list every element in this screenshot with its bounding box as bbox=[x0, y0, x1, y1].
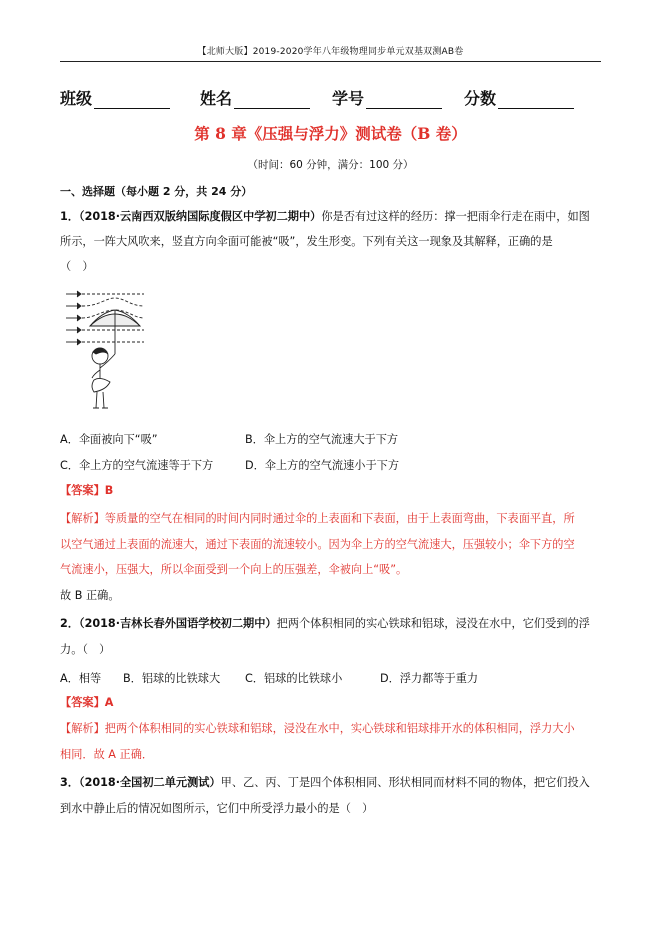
q1-analysis-3: 气流速小，压强大，所以伞面受到一个向上的压强差，伞被向上“吸”。 bbox=[60, 563, 408, 576]
q1-conclusion: 故 B 正确。 bbox=[60, 589, 120, 602]
q3-number: 3． bbox=[60, 776, 79, 789]
q2-number: 2． bbox=[60, 617, 79, 630]
q1-text-1: 你是否有过这样的经历：撑一把雨伞行走在雨中，如图 bbox=[321, 210, 590, 223]
q1-option-b[interactable]: B．伞上方的空气流速大于下方 bbox=[245, 433, 399, 446]
name-field[interactable] bbox=[200, 86, 310, 109]
q2-option-b[interactable]: B．铝球的比铁球大 bbox=[123, 672, 221, 685]
q2-line1 bbox=[60, 611, 605, 636]
q1-option-c[interactable]: C．伞上方的空气流速等于下方 bbox=[60, 459, 214, 472]
q2-option-a[interactable]: A．相等 bbox=[60, 672, 102, 685]
q2-analysis-2: 相同．故 A 正确． bbox=[60, 748, 154, 761]
q2-text-1: 把两个体积相同的实心铁球和铝球，浸没在水中，它们受到的浮 bbox=[276, 617, 590, 630]
q1-option-a[interactable]: A．伞面被向下“吸” bbox=[60, 433, 158, 446]
q1-analysis-1: 【解析】等质量的空气在相同的时间内同时通过伞的上表面和下表面，由于上表面弯曲，下表面平直，所 bbox=[60, 512, 575, 525]
q1-analysis-2: 以空气通过上表面的流速大，通过下表面的流速较小。因为伞上方的空气流速大，压强较小；伞下方的空 bbox=[60, 538, 575, 551]
page-title: 第 8 章《压强与浮力》测试卷（B 卷） bbox=[194, 124, 467, 143]
q3-line2: 到水中静止后的情况如图所示，它们中所受浮力最小的是（ ） bbox=[60, 802, 374, 815]
exam-time-info: （时间：60 分钟，满分：100 分） bbox=[247, 159, 414, 171]
student-id-field[interactable] bbox=[332, 86, 442, 109]
score-label: 分数 bbox=[464, 89, 497, 108]
umbrella-wind-figure bbox=[60, 288, 150, 416]
q1-number: 1． bbox=[60, 210, 79, 223]
section-title: 一、选择题（每小题 2 分，共 24 分） bbox=[60, 185, 253, 198]
q1-line2: 所示，一阵大风吹来，竖直方向伞面可能被“吸”，发生形变。下列有关这一现象及其解释，正确的是 bbox=[60, 235, 553, 248]
class-field[interactable] bbox=[60, 86, 170, 109]
q3-line1 bbox=[60, 770, 605, 795]
q1-answer: 【答案】B bbox=[60, 484, 114, 497]
student-id-label: 学号 bbox=[332, 89, 365, 108]
class-label: 班级 bbox=[60, 89, 93, 108]
q1-option-d[interactable]: D．伞上方的空气流速小于下方 bbox=[245, 459, 400, 472]
q2-option-c[interactable]: C．铝球的比铁球小 bbox=[245, 672, 343, 685]
q2-analysis-1: 【解析】把两个体积相同的实心铁球和铝球，浸没在水中，实心铁球和铝球排开水的体积相同，浮力大小 bbox=[60, 722, 575, 735]
name-label: 姓名 bbox=[200, 89, 233, 108]
q1-line3: （ ） bbox=[60, 260, 94, 273]
q3-text-1: 甲、乙、丙、丁是四个体积相同、形状相同而材料不同的物体，把它们投入 bbox=[220, 776, 590, 789]
page-header: 【北师大版】2019-2020学年八年级物理同步单元双基双测AB卷 bbox=[60, 44, 601, 62]
q2-line2: 力。（ ） bbox=[60, 643, 111, 656]
q1-source: （2018·云南西双版纳国际度假区中学初二期中） bbox=[78, 210, 322, 223]
q2-option-d[interactable]: D．浮力都等于重力 bbox=[380, 672, 479, 685]
q2-source: （2018·吉林长春外国语学校初二期中） bbox=[78, 617, 277, 630]
q1-line1 bbox=[60, 204, 605, 229]
q2-answer: 【答案】A bbox=[60, 696, 114, 709]
score-field[interactable] bbox=[464, 86, 574, 109]
q3-source: （2018·全国初二单元测试） bbox=[78, 776, 221, 789]
